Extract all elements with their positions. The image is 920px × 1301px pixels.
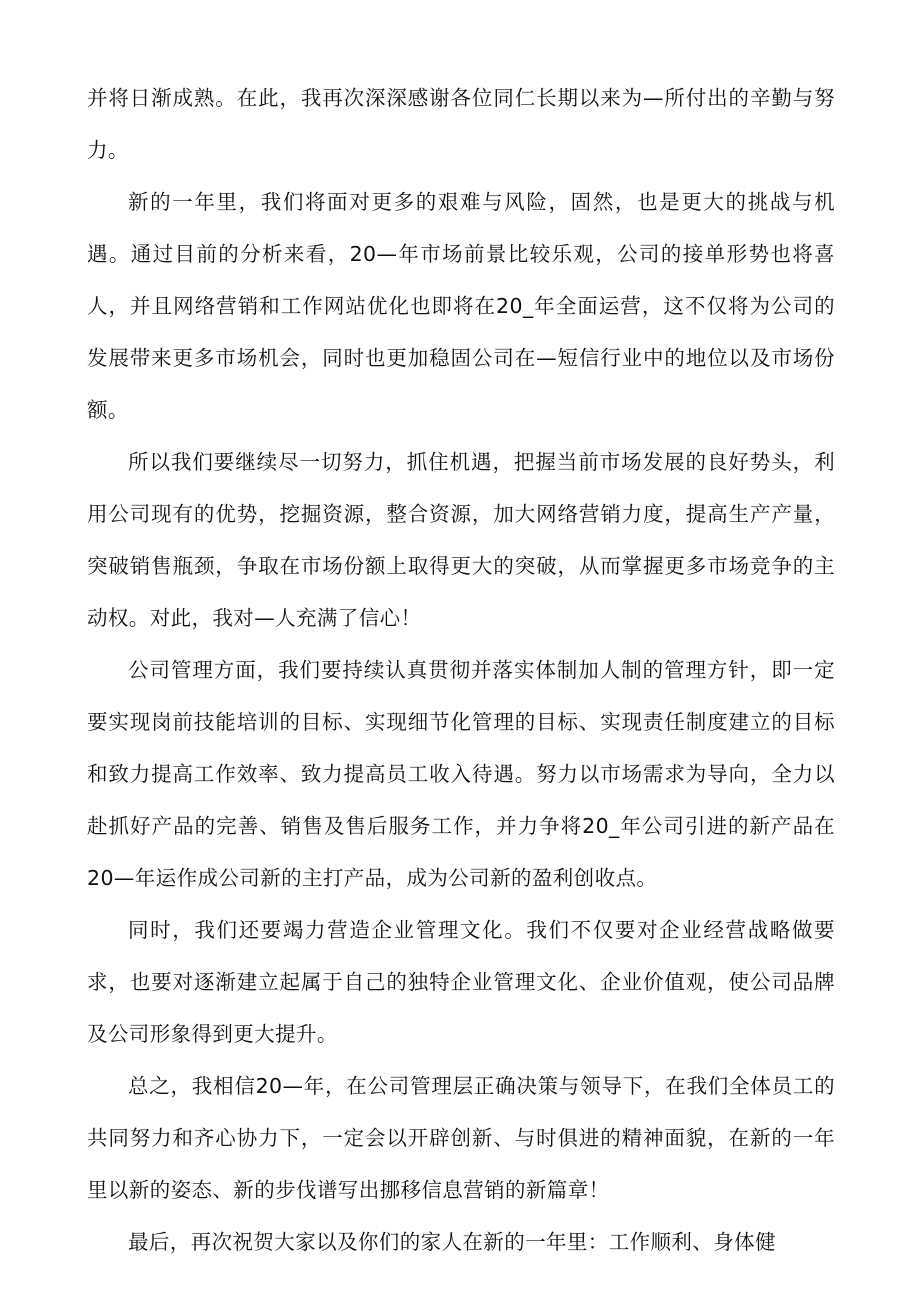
paragraph-closing-wishes: 最后，再次祝贺大家以及你们的家人在新的一年里：工作顺利、身体健 bbox=[128, 1230, 776, 1254]
paragraph-market-strategy: 所以我们要继续尽一切努力，抓住机遇，把握当前市场发展的良好势头，利用公司现有的优势，挖掘资源，整合资源，加大网络营销力度，提高生产产量，突破销售瓶颈，争取在市场份额上取得更大的突破，从而掌握更多市场竞争的主动权。对此，我对—人充满了信心！ bbox=[87, 450, 835, 630]
paragraph-management: 公司管理方面，我们要持续认真贯彻并落实体制加人制的管理方针，即一定要实现岗前技能培训的目标、实现细节化管理的目标、实现责任制度建立的目标和致力提高工作效率、致力提高员工收入待遇。努力以市场需求为导向，全力以赴抓好产品的完善、销售及售后服务工作，并力争将20_年公司引进的新产品在20—年运作成公司新的主打产品，成为公司新的盈利创收点。 bbox=[87, 658, 835, 890]
paragraph-new-year-outlook: 新的一年里，我们将面对更多的艰难与风险，固然，也是更大的挑战与机遇。通过目前的分析来看，20—年市场前景比较乐观，公司的接单形势也将喜人，并且网络营销和工作网站优化也即将在20_年全面运营，这不仅将为公司的发展带来更多市场机会，同时也更加稳固公司在—短信行业中的地位以及市场份额。 bbox=[87, 190, 835, 422]
document-body bbox=[87, 72, 835, 1268]
paragraph-conclusion: 总之，我相信20—年，在公司管理层正确决策与领导下，在我们全体员工的共同努力和齐心协力下，一定会以开辟创新、与时俱进的精神面貌，在新的一年里以新的姿态、新的步伐谱写出挪移信息营销的新篇章！ bbox=[87, 1074, 835, 1202]
paragraph-continuation: 并将日渐成熟。在此，我再次深深感谢各位同仁长期以来为—所付出的辛勤与努力。 bbox=[87, 86, 835, 162]
paragraph-corporate-culture: 同时，我们还要竭力营造企业管理文化。我们不仅要对企业经营战略做要求，也要对逐渐建立起属于自己的独特企业管理文化、企业价值观，使公司品牌及公司形象得到更大提升。 bbox=[87, 918, 835, 1046]
